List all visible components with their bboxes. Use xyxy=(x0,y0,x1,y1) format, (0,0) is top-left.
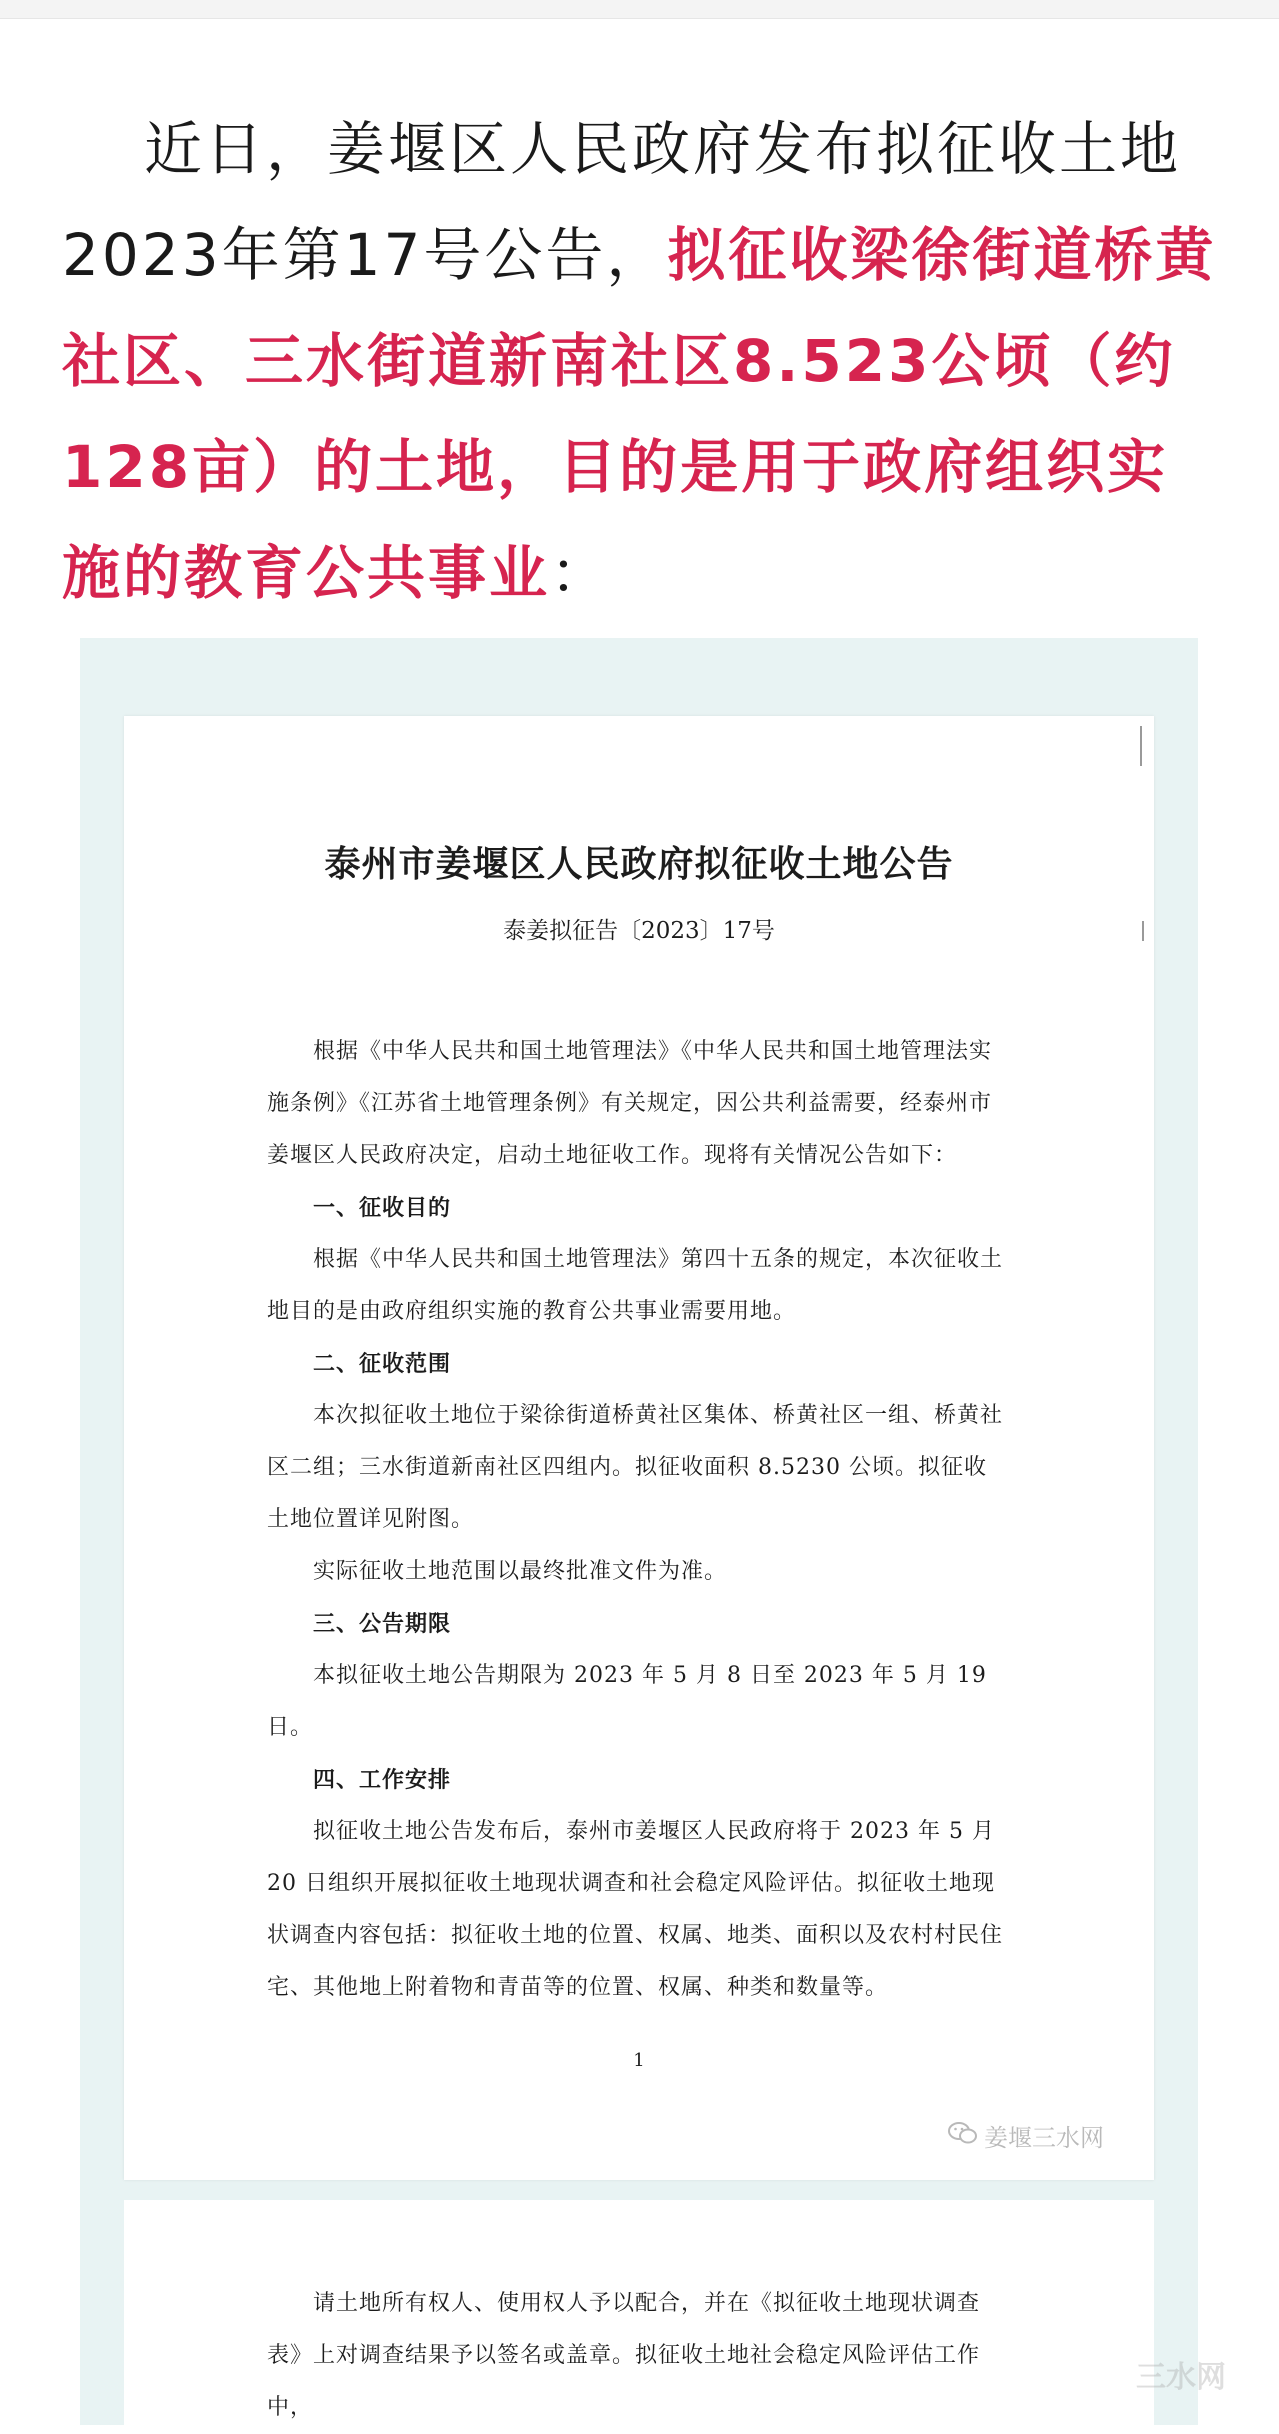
document-paragraph: 本拟征收土地公告期限为 2023 年 5 月 8 日至 2023 年 5 月 19 日。 xyxy=(267,1663,987,1740)
article-intro xyxy=(62,96,1222,626)
section-heading: 一、征收目的 xyxy=(313,1195,452,1221)
scan-edge-mark xyxy=(1140,726,1142,766)
intro-colon: ： xyxy=(550,539,612,607)
document-body xyxy=(267,1026,1009,2014)
document-paragraph: 本次拟征收土地位于梁徐街道桥黄社区集体、桥黄社区一组、桥黄社区二组；三水街道新南社区四组内。拟征收面积 8.5230 公顷。拟征收土地位置详见附图。 xyxy=(267,1403,1004,1532)
document-paragraph: 根据《中华人民共和国土地管理法》第四十五条的规定，本次征收土地目的是由政府组织实施的教育公共事业需要用地。 xyxy=(267,1247,1004,1324)
document-body xyxy=(267,2278,1009,2434)
corner-watermark: 三水网 xyxy=(1136,2360,1226,2395)
document-paragraph: 实际征收土地范围以最终批准文件为准。 xyxy=(313,1559,728,1584)
document-paragraph: 根据《中华人民共和国土地管理法》《中华人民共和国土地管理法实施条例》《江苏省土地管理条例》有关规定，因公共利益需要，经泰州市姜堰区人民政府决定，启动土地征收工作。现将有关情况公告如下： xyxy=(267,1039,993,1168)
wechat-icon xyxy=(948,2121,978,2151)
section-heading: 二、征收范围 xyxy=(313,1351,452,1377)
section-heading: 三、公告期限 xyxy=(313,1611,452,1637)
watermark-text: 姜堰三水网 xyxy=(984,2124,1104,2152)
section-heading: 四、工作安排 xyxy=(313,1767,452,1793)
source-watermark xyxy=(948,2118,1104,2153)
document-page-1 xyxy=(124,716,1154,2180)
document-title: 泰州市姜堰区人民政府拟征收土地公告 xyxy=(324,843,954,885)
intro-highlight: 拟征收梁徐街道桥黄社区、三水街道新南社区8.523公顷（约128亩）的土地，目的是用于政府组织实施的教育公共事业 xyxy=(62,221,1217,607)
intro-text: 近日，姜堰区人民政府发布拟征收土地2023年第17号公告， xyxy=(62,115,1182,289)
page-number: 1 xyxy=(633,2050,645,2071)
document-paragraph: 请土地所有权人、使用权人予以配合，并在《拟征收土地现状调查表》上对调查结果予以签名或盖章。拟征收土地社会稳定风险评估工作中， xyxy=(267,2291,981,2420)
document-paragraph: 拟征收土地公告发布后，泰州市姜堰区人民政府将于 2023 年 5 月 20 日组织开展拟征收土地现状调查和社会稳定风险评估。拟征收土地现状调查内容包括：拟征收土地的位置、权属、地类、面积以及农村村民住宅、其他地上附着物和青苗等的位置、权属、种类和数量等。 xyxy=(267,1819,1004,2000)
top-bar xyxy=(0,0,1279,19)
document-number: 泰姜拟征告〔2023〕17号 xyxy=(503,918,775,944)
document-page-2 xyxy=(124,2200,1154,2425)
